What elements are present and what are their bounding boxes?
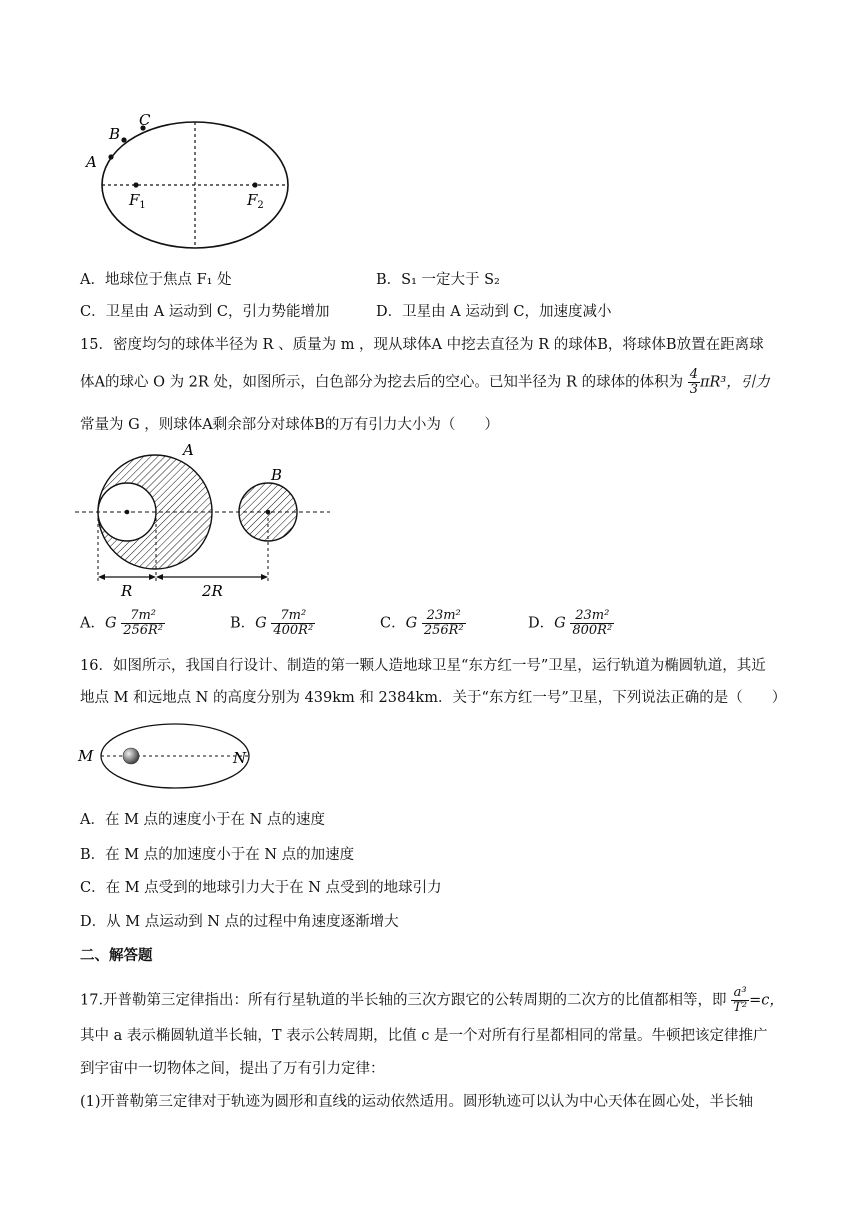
q17-line2: 其中 a 表示椭圆轨道半长轴，T 表示公转周期，比值 c 是一个对所有行星都相同的常量。牛顿把该定律推广 [80,1028,768,1044]
point-a [108,154,113,159]
focus-f1 [133,182,138,187]
center-o [125,510,130,515]
label-r: R [121,582,133,600]
spheres-figure [75,440,335,600]
label-n: N [233,749,247,767]
q15-volume-tail: πR³，引力 [699,374,770,391]
q17-line4: (1)开普勒第三定律对于轨迹为圆形和直线的运动依然适用。圆形轨迹可以认为中心天体在圆心处，半长轴 [80,1094,754,1110]
label-sphere-a: A [183,441,194,459]
focus-f2 [252,182,257,187]
q17-line3: 到宇宙中一切物体之间，提出了万有引力定律： [80,1061,385,1077]
q15-line1: 15．密度均匀的球体半径为 R 、质量为 m ，现从球体A 中挖去直径为 R 的球体B，将球体B放置在距离球 [80,337,764,353]
q16-option-a: A．在 M 点的速度小于在 N 点的速度 [80,812,325,828]
earth-icon [123,748,139,764]
q16-option-c: C．在 M 点受到的地球引力大于在 N 点受到的地球引力 [80,880,442,896]
q16-line2: 地点 M 和远地点 N 的高度分别为 439km 和 2384km．关于“东方红一号”卫星，下列说法正确的是（ ） [80,690,787,706]
q15-option-c: C．G $\frac{\text{23m²}}{\text{256R²}}$ [380,608,464,638]
label-c: C [139,111,151,129]
satellite-orbit-figure [75,718,265,798]
label-b: B [109,125,121,143]
label-a: A [86,153,97,171]
q16-option-d: D．从 M 点运动到 N 点的过程中角速度逐渐增大 [80,914,399,930]
q15-volume-fraction: $\frac{4}{3}$ [689,367,698,397]
q14-option-a: A．地球位于焦点 F₁ 处 [80,272,232,288]
q14-option-d: D．卫星由 A 运动到 C，加速度减小 [376,304,612,320]
point-b [121,137,126,142]
q14-option-b: B．S₁ 一定大于 S₂ [376,272,500,288]
q15-option-d: D．G $\frac{\text{23m²}}{\text{800R²}}$ [528,608,613,638]
q15-line2-text: 体A的球心 O 为 2R 处，如图所示，白色部分为挖去后的空心。已知半径为 R 的球体的体积为 [80,374,684,391]
q15-option-b: B．G $\frac{\text{7m²}}{\text{400R²}}$ [230,608,314,638]
section-heading: 二、解答题 [80,948,153,964]
ellipse-orbit-figure [80,110,300,255]
label-m: M [78,747,94,765]
q17-line1: 17.开普勒第三定律指出：所有行星轨道的半长轴的三次方跟它的公转周期的二次方的比值都相等，即 $\frac{\text{a³}}{\text{T²}}$ =c， [80,985,784,1015]
label-2r: 2R [202,582,223,600]
label-f2: $F_2$ [247,191,264,211]
q16-line1: 16．如图所示，我国自行设计、制造的第一颗人造地球卫星“东方红一号”卫星，运行轨道为椭圆轨道，其近 [80,658,766,674]
label-f1: $F_1$ [129,191,146,211]
q14-option-c: C．卫星由 A 运动到 C，引力势能增加 [80,304,330,320]
q15-option-a: A．G $\frac{\text{7m²}}{\text{256R²}}$ [80,608,163,638]
q16-option-b: B．在 M 点的加速度小于在 N 点的加速度 [80,847,355,863]
q15-line3: 常量为 G ，则球体A剩余部分对球体B的万有引力大小为（ ） [80,417,499,433]
label-sphere-b: B [271,466,283,484]
q15-line2 [80,368,770,397]
